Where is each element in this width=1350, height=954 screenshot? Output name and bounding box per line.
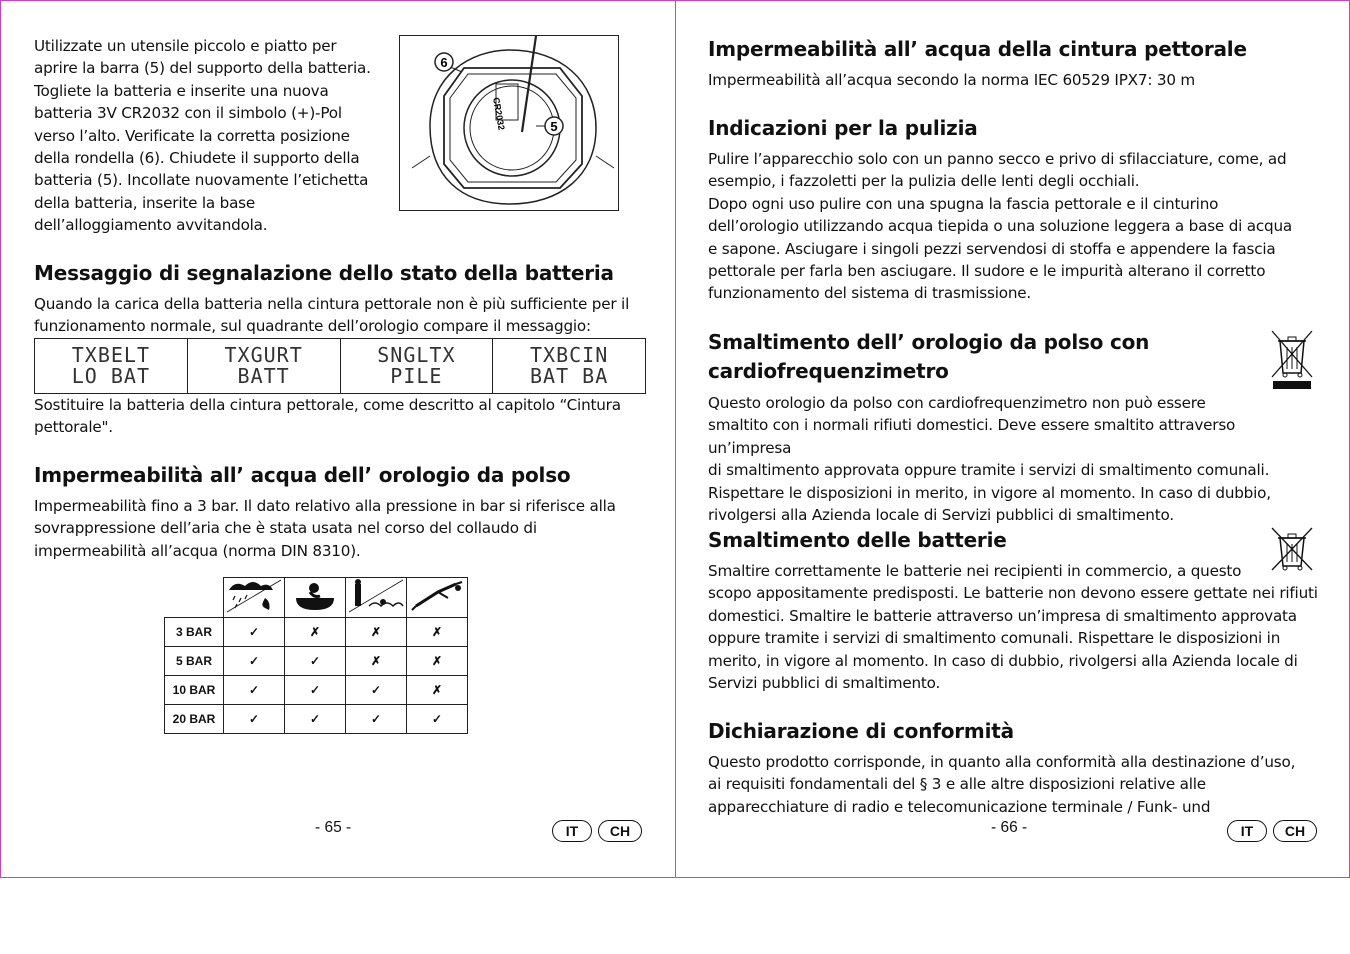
battery-message-text: Quando la carica della batteria nella cintura pettorale non è più sufficiente per il funzionamento normale, sul quadrante dell’orologio compare il messaggio:: [34, 295, 630, 336]
wr-cell: ✓: [224, 676, 285, 705]
page-number: - 66 -: [991, 819, 1028, 836]
wr-cell: ✗: [407, 647, 468, 676]
wr-cell: ✗: [346, 618, 407, 647]
language-badge-ch: CH: [598, 820, 642, 842]
watch-disposal-heading: Smaltimento dell’ orologio da polso con cardiofrequenzimetro: [708, 330, 1150, 383]
battery-disposal-heading: Smaltimento delle batterie: [708, 528, 1007, 552]
conformity-heading: Dichiarazione di conformità: [708, 719, 1014, 743]
lcd-message-en: TXBELT LO BAT: [35, 339, 188, 394]
replace-battery-text: Sostituire la batteria della cintura pettorale, come descritto al capitolo “Cintura pettorale".: [34, 396, 621, 437]
language-badge-it: IT: [552, 820, 592, 842]
belt-water-resistance-text: Impermeabilità all’acqua secondo la norma IEC 60529 IPX7: 30 m: [708, 71, 1196, 89]
battery-replacement-text: Utilizzate un utensile piccolo e piatto per aprire la barra (5) del supporto della batteria. Togliete la batteria e inserite una nuova batteria 3V CR2032 con il simbolo (+)-Pol verso l’alto. Verificate la corretta posizione della rondella (6). Chiudete il supporto della batteria (5). Incollate nuovamente l’etichetta della batteria, inserite la base dell’alloggiamento avvitandola.: [34, 37, 371, 235]
battery-disposal-text: Smaltire correttamente le batterie nei recipienti in commercio, a questo scopo appositamente predisposti. Le batterie non devono essere gettate nei rifiuti domestici. Smaltire le batterie attraverso un’impresa di smaltimento approvata oppure tramite i servizi di smaltimento comunali. Rispettare le disposizioni in merito, in vigore al momento. In caso di dubbio, rivolgersi alla Azienda locale di Servizi pubblici di smaltimento.: [708, 562, 1318, 693]
wr-cell: ✓: [224, 647, 285, 676]
wr-cell: ✗: [285, 618, 346, 647]
lcd-message-it: TXBCIN BAT BA: [493, 339, 646, 394]
battery-message-heading: Messaggio di segnalazione dello stato della batteria: [34, 261, 614, 285]
shower-swim-icon: [346, 578, 407, 618]
row-label-5bar: 5 BAR: [165, 647, 224, 676]
language-badge-it: IT: [1227, 820, 1267, 842]
watch-water-resistance-text: Impermeabilità fino a 3 bar. Il dato relativo alla pressione in bar si riferisce alla sovrappressione dell’aria che è stata usata nel corso del collaudo di impermeabilità all’acqua (norma DIN 8310).: [34, 497, 616, 560]
wr-cell: ✓: [285, 647, 346, 676]
wr-cell: ✓: [346, 676, 407, 705]
page-number: - 65 -: [315, 819, 352, 836]
wr-cell: ✗: [407, 618, 468, 647]
battery-holder-illustration: [400, 36, 618, 210]
battery-compartment-figure: [399, 35, 619, 211]
callout-6-label: 6: [440, 55, 448, 70]
diving-icon: [407, 578, 468, 618]
row-label-3bar: 3 BAR: [165, 618, 224, 647]
lcd-message-de: TXGURT BATT: [187, 339, 340, 394]
cleaning-heading: Indicazioni per la pulizia: [708, 116, 978, 140]
wr-cell: ✗: [407, 676, 468, 705]
callout-5-label: 5: [550, 119, 558, 134]
wr-cell: ✓: [407, 705, 468, 734]
belt-water-resistance-heading: Impermeabilità all’ acqua della cintura pettorale: [708, 37, 1247, 61]
page-66: [676, 1, 1349, 877]
battery-label: CR2032: [491, 96, 507, 131]
water-resistance-table: [164, 577, 468, 734]
lcd-message-fr: SNGLTX PILE: [340, 339, 493, 394]
watch-water-resistance-heading: Impermeabilità all’ acqua dell’ orologio da polso: [34, 463, 571, 487]
language-badge-ch: CH: [1273, 820, 1317, 842]
low-battery-display-table: [34, 338, 646, 394]
wr-cell: ✓: [285, 705, 346, 734]
wr-cell: ✓: [224, 618, 285, 647]
page-65: [1, 1, 675, 877]
conformity-text: Questo prodotto corrisponde, in quanto alla conformità alla destinazione d’uso, ai requisiti fondamentali del § 3 e alle altre disposizioni relative alle apparecchiature di radio e telecomunicazione terminale / Funk- und: [708, 753, 1296, 816]
bath-icon: [285, 578, 346, 618]
wr-cell: ✗: [346, 647, 407, 676]
wr-cell: ✓: [285, 676, 346, 705]
row-label-10bar: 10 BAR: [165, 676, 224, 705]
row-label-20bar: 20 BAR: [165, 705, 224, 734]
watch-disposal-text: Questo orologio da polso con cardiofrequenzimetro non può essere smaltito con i normali rifiuti domestici. Deve essere smaltito attraverso un’impresa di smaltimento approvata oppure tramite i servizi di smaltimento comunali. Rispettare le disposizioni in merito, in vigore al momento. In caso di dubbio, rivolgersi alla Azienda locale di Servizi pubblici di smaltimento.: [708, 394, 1271, 525]
rain-splash-icon: [224, 578, 285, 618]
cleaning-text: Pulire l’apparecchio solo con un panno secco e privo di sfilacciature, come, ad esempio, i fazzoletti per la pulizia delle lenti degli occhiali. Dopo ogni uso pulire con una spugna la fascia pettorale e il cinturino dell’orologio utilizzando acqua tiepida o una soluzione leggera a base di acqua e sapone. Asciugare i singoli pezzi servendosi di stoffa e appendere la fascia pettorale per farla ben asciugare. Il sudore e le impurità alterano il corretto funzionamento del sistema di trasmissione.: [708, 150, 1293, 303]
wr-cell: ✓: [224, 705, 285, 734]
weee-bin-icon: [1270, 329, 1314, 391]
wr-cell: ✓: [346, 705, 407, 734]
